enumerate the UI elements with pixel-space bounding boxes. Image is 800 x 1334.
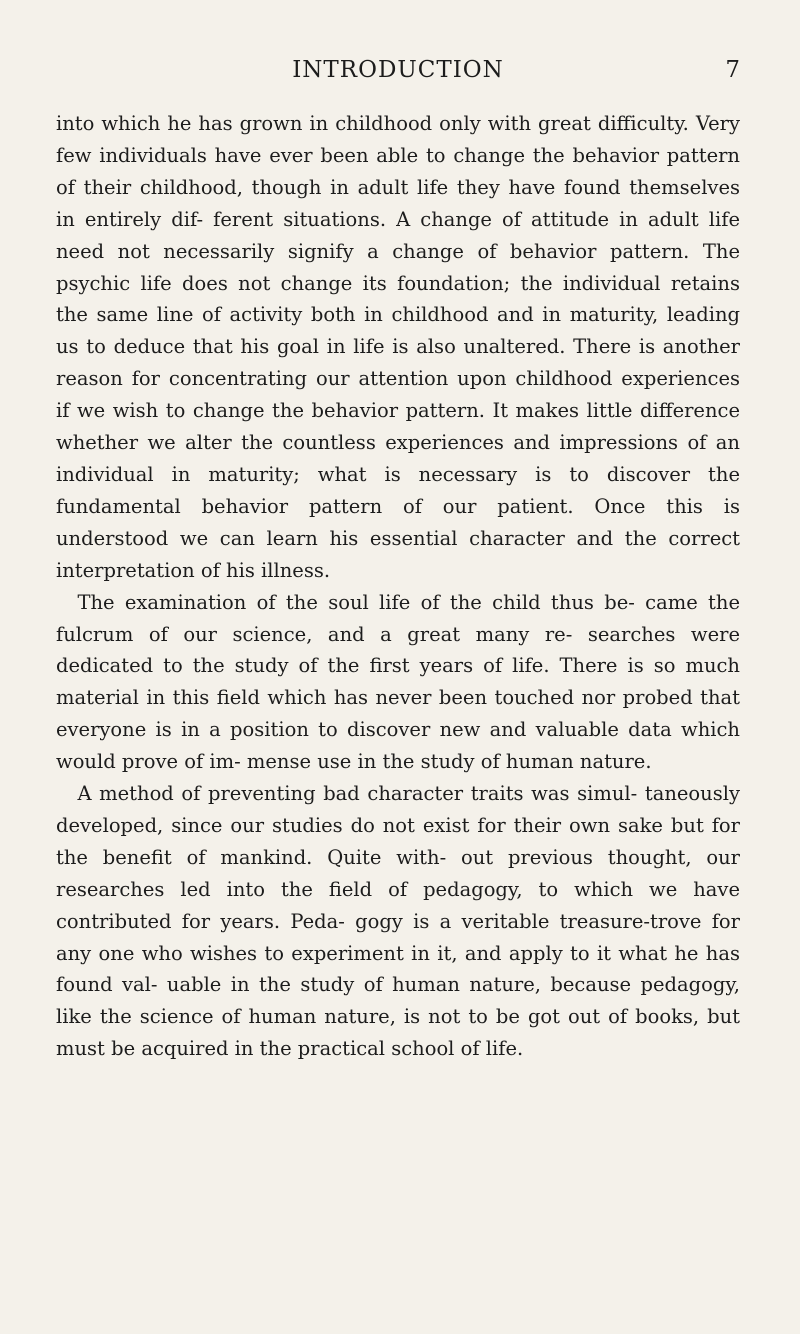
running-title: INTRODUCTION xyxy=(292,57,504,83)
paragraph-pedagogy: A method of preventing bad character traits was simul- taneously developed, since our studies do not exist for their own sake but for the benefit of mankind. Quite with- out previous thought, our researches led into the field of pedagogy, to which we have contributed for years. Peda- gogy is a veritable treasure-trove for any one who wishes to experiment in it, and apply to it what he has found val- uable in the study of human nature, because pedagogy, like the science of human nature, is not to be got out of books, but must be acquired in the practical school of life. xyxy=(56,782,740,1061)
page-number: 7 xyxy=(725,57,740,83)
running-head xyxy=(56,57,740,91)
body-text xyxy=(56,108,740,1065)
paragraph-child-soul-life: The examination of the soul life of the child thus be- came the fulcrum of our science, and a great many re- searches were dedicated to the study of the first years of life. There is so much material in this field which has never been touched nor probed that everyone is in a position to discover new and valuable data which would prove of im- mense use in the study of human nature. xyxy=(56,590,740,774)
paragraph-continued: into which he has grown in childhood only with great difficulty. Very few individuals have ever been able to change the behavior pattern of their childhood, though in adult life they have found themselves in entirely dif- ferent situations. A change of attitude in adult life need not necessarily signify a change of behavior pattern. The psychic life does not change its foundation; the individual retains the same line of activity both in childhood and in maturity, leading us to deduce that his goal in life is also unaltered. There is another reason for concentrating our attention upon childhood experiences if we wish to change the behavior pattern. It makes little difference whether we alter the countless experiences and impressions of an individual in maturity; what is necessary is to discover the fundamental behavior pattern of our patient. Once this is understood we can learn his essential character and the correct interpretation of his illness. xyxy=(56,112,740,582)
